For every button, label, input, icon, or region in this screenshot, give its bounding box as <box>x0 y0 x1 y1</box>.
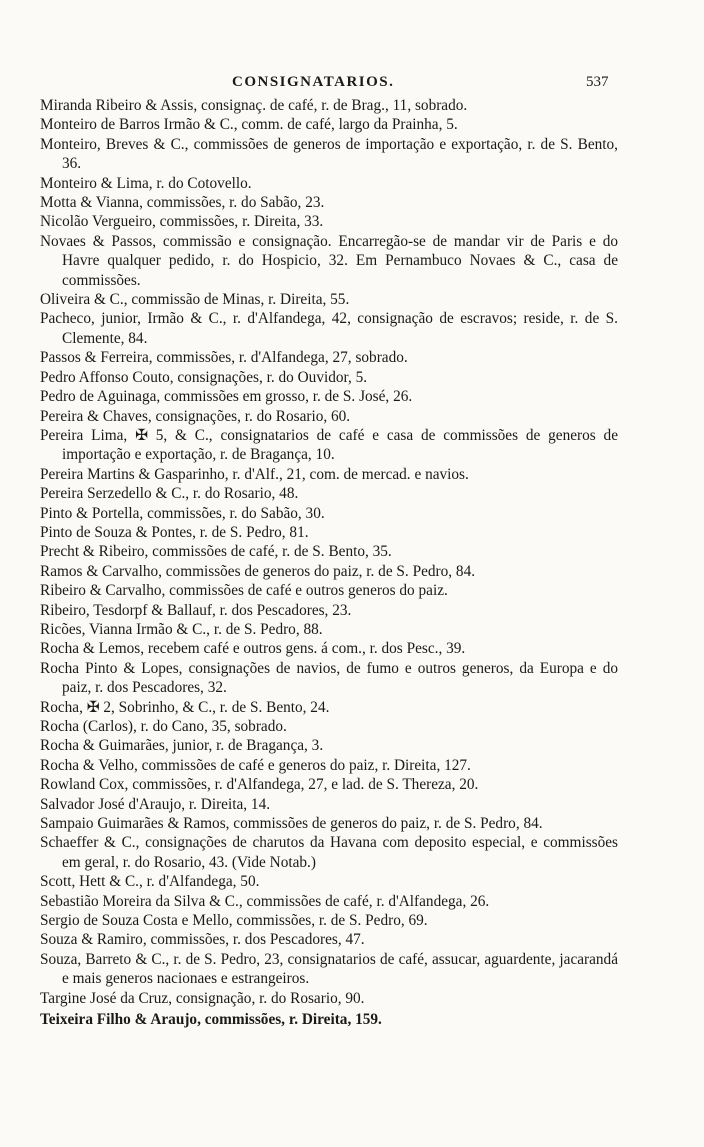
entry-rocha-carlos: Rocha (Carlos), r. do Cano, 35, sobrado. <box>40 718 287 735</box>
entry-miranda-ribeiro: Miranda Ribeiro & Assis, consignaç. de café, r. de Brag., 11, sobrado. <box>40 97 468 114</box>
entry-monteiro-de-barros: Monteiro de Barros Irmão & C., comm. de café, largo da Prainha, 5. <box>40 116 458 134</box>
entry-passos-ferreira: Passos & Ferreira, commissões, r. d'Alfandega, 27, sobrado. <box>40 349 408 367</box>
entry-targine-jose: Targine José da Cruz, consignação, r. do Rosario, 90. <box>40 989 365 1007</box>
entry-ribeiro-tesdorpf: Ribeiro, Tesdorpf & Ballauf, r. dos Pescadores, 23. <box>40 601 352 619</box>
entry-rocha-velho: Rocha & Velho, commissões de café e generos do paiz, r. Direita, 127. <box>40 756 471 774</box>
entry-ramos-carvalho: Ramos & Carvalho, commissões de generos do paiz, r. de S. Pedro, 84. <box>40 562 476 580</box>
entry-pedro-de-aguinaga: Pedro de Aguinaga, commissões em grosso, r. de S. José, 26. <box>40 388 413 406</box>
entry-monteiro-lima: Monteiro & Lima, r. do Cotovello. <box>40 174 252 192</box>
entry-motta-vianna: Motta & Vianna, commissões, r. do Sabão, 23. <box>40 194 325 212</box>
entry-scott-hett: Scott, Hett & C., r. d'Alfandega, 50. <box>40 873 260 891</box>
entry-precht-ribeiro: Precht & Ribeiro, commissões de café, r. de S. Bento, 35. <box>40 543 392 561</box>
entry-schaeffer: Schaeffer & C., consignações de charutos da Havana com deposito especial, e commissões em geral, r. do Rosario, 43. (Vide Notab.) <box>40 834 618 871</box>
entry-souza-barreto: Souza, Barreto & C., r. de S. Pedro, 23, consignatarios de café, assucar, aguardente, jacarandá e mais generos nacionaes e estrangeiros. <box>40 950 618 988</box>
entry-rocha-pinto-lopes: Rocha Pinto & Lopes, consignações de navios, de fumo e outros generos, da Europa e do paiz, r. dos Pescadores, 32. <box>40 659 618 697</box>
page-number: 537 <box>586 74 609 90</box>
entry-pinto-de-souza: Pinto de Souza & Pontes, r. de S. Pedro, 81. <box>40 523 309 541</box>
entry-rocha-sobrinho: Rocha, ✠ 2, Sobrinho, & C., r. de S. Bento, 24. <box>40 698 330 716</box>
entry-rowland-cox: Rowland Cox, commissões, r. d'Alfandega, 27, e lad. de S. Thereza, 20. <box>40 776 479 794</box>
entry-rocha-lemos: Rocha & Lemos, recebem café e outros gens. á com., r. dos Pesc., 39. <box>40 640 466 658</box>
entry-pereira-martins: Pereira Martins & Gasparinho, r. d'Alf., 21, com. de mercad. e navios. <box>40 465 469 483</box>
entry-list <box>40 96 618 1030</box>
entry-novaes-passos: Novaes & Passos, commissão e consignação. Encarregão-se de mandar vir de Paris e do Havre qualquer pedido, r. do Hospicio, 32. Em Pernambuco Novaes & C., casa de commissões. <box>40 232 618 289</box>
entry-pereira-lima: Pereira Lima, ✠ 5, & C., consignatarios de café e casa de commissões de generos de importação e exportação, r. de Bragança, 10. <box>40 426 618 464</box>
entry-sebastiao-moreira: Sebastião Moreira da Silva & C., commissões de café, r. d'Alfandega, 26. <box>40 892 490 910</box>
page-header <box>0 74 704 94</box>
entry-sergio-de-souza: Sergio de Souza Costa e Mello, commissões, r. de S. Pedro, 69. <box>40 912 428 930</box>
entry-pedro-affonso-couto: Pedro Affonso Couto, consignações, r. do Ouvidor, 5. <box>40 368 368 386</box>
entry-pacheco: Pacheco, junior, Irmão & C., r. d'Alfandega, 42, consignação de escravos; reside, r. de S. Clemente, 84. <box>40 310 618 347</box>
entry-pereira-chaves: Pereira & Chaves, consignações, r. do Rosario, 60. <box>40 407 351 425</box>
entry-nicolao-vergueiro: Nicolão Vergueiro, commissões, r. Direita, 33. <box>40 213 324 231</box>
entry-monteiro-breves: Monteiro, Breves & C., commissões de generos de importação e exportação, r. de S. Bento, 36. <box>40 135 618 173</box>
entry-oliveira: Oliveira & C., commissão de Minas, r. Direita, 55. <box>40 291 350 309</box>
section-title: CONSIGNATARIOS. <box>232 74 395 90</box>
entry-ribeiro-carvalho: Ribeiro & Carvalho, commissões de café e outros generos do paiz. <box>40 582 448 600</box>
entry-souza-ramiro: Souza & Ramiro, commissões, r. dos Pescadores, 47. <box>40 931 365 949</box>
entry-pereira-serzedello: Pereira Serzedello & C., r. do Rosario, 48. <box>40 485 299 503</box>
entry-salvador-jose: Salvador José d'Araujo, r. Direita, 14. <box>40 795 271 813</box>
entry-ricoes-vianna: Ricões, Vianna Irmão & C., r. de S. Pedro, 88. <box>40 620 323 638</box>
entry-teixeira-filho: Teixeira Filho & Araujo, commissões, r. Direita, 159. <box>40 1011 382 1029</box>
entry-pinto-portella: Pinto & Portella, commissões, r. do Sabão, 30. <box>40 504 325 522</box>
entry-rocha-guimaraes: Rocha & Guimarães, junior, r. de Bragança, 3. <box>40 737 324 755</box>
entry-sampaio-guimaraes: Sampaio Guimarães & Ramos, commissões de generos do paiz, r. de S. Pedro, 84. <box>40 815 543 833</box>
